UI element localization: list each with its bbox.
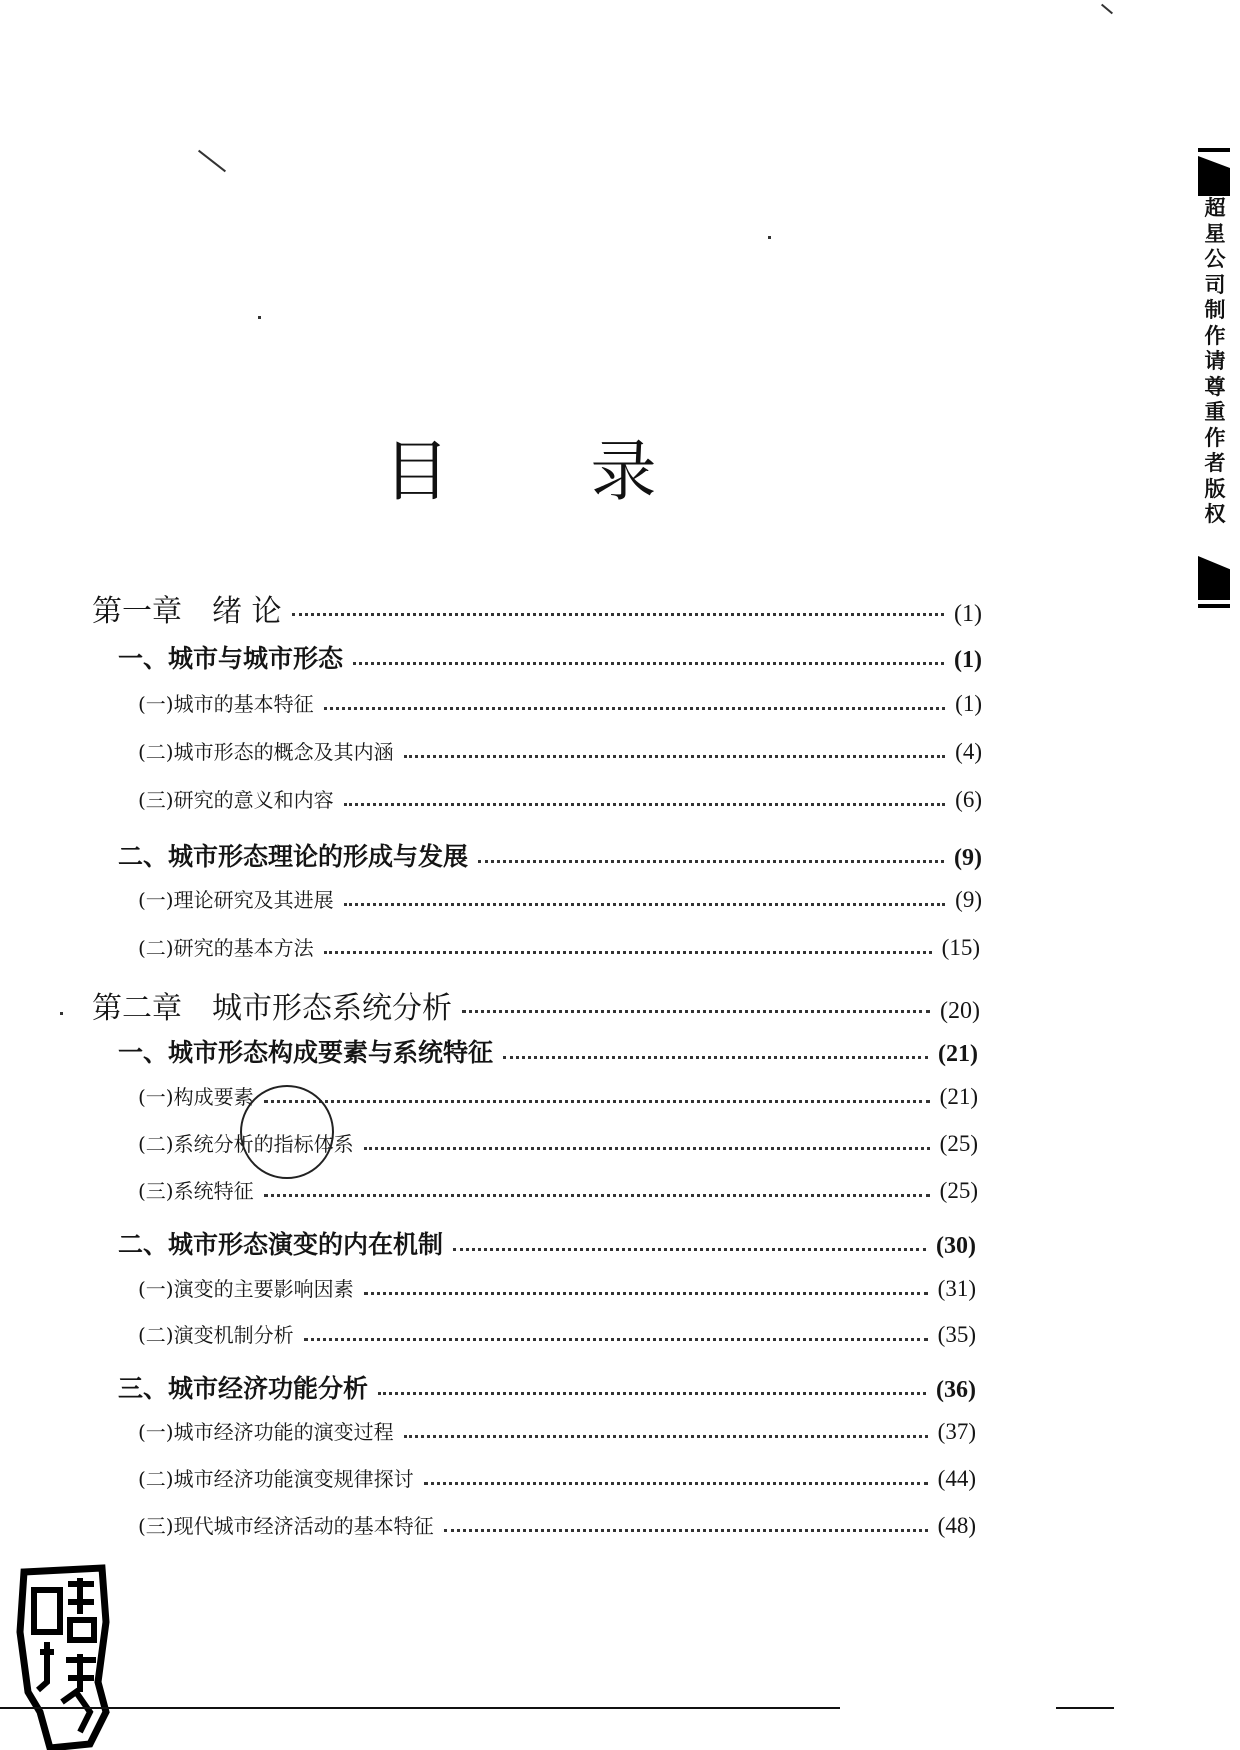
toc-page-number: (15)	[941, 935, 980, 960]
toc-leader-dots	[378, 1392, 926, 1395]
toc-page-number: (48)	[937, 1513, 976, 1538]
toc-leader-dots	[353, 662, 944, 665]
toc-entry[interactable]	[118, 1225, 976, 1261]
toc-page-number: (31)	[937, 1276, 976, 1301]
toc-entry[interactable]	[138, 1319, 976, 1348]
toc-leader-dots	[304, 1338, 928, 1341]
toc-entry[interactable]	[138, 784, 982, 813]
toc-page-number: (25)	[939, 1131, 978, 1156]
toc-leader-dots	[444, 1529, 928, 1532]
toc-entry-title: 一、城市与城市形态	[118, 644, 344, 673]
toc-entry-title: 三、城市经济功能分析	[118, 1374, 369, 1403]
toc-leader-dots	[292, 613, 944, 616]
toc-leader-dots	[453, 1248, 926, 1251]
toc-page-number: (30)	[936, 1233, 976, 1259]
scan-speck	[1101, 4, 1113, 15]
toc-entry-title: (一)城市经济功能的演变过程	[138, 1420, 394, 1444]
toc-page-number: (6)	[955, 787, 982, 812]
toc-leader-dots	[344, 803, 946, 806]
bottom-rule	[0, 1707, 840, 1709]
toc-leader-dots	[424, 1482, 928, 1485]
watermark-text: 超星公司制作请尊重作者版权	[1204, 196, 1226, 526]
toc-entry-title: 一、城市形态构成要素与系统特征	[118, 1038, 494, 1067]
toc-page-number: (1)	[955, 691, 982, 716]
toc-entry[interactable]	[138, 1416, 976, 1445]
toc-entry-title: (三)研究的意义和内容	[138, 788, 334, 812]
toc-leader-dots	[462, 1010, 930, 1013]
watermark-bar-top	[1198, 156, 1230, 196]
toc-entry-title: 第二章 城市形态系统分析	[92, 991, 452, 1026]
toc-entry-title: 二、城市形态理论的形成与发展	[118, 842, 469, 871]
toc-leader-dots	[264, 1100, 930, 1103]
toc-leader-dots	[404, 1435, 928, 1438]
scan-speck	[60, 1012, 63, 1015]
toc-leader-dots	[404, 755, 946, 758]
toc-leader-dots	[324, 951, 932, 954]
toc-leader-dots	[264, 1194, 930, 1197]
toc-entry-title: (二)城市经济功能演变规律探讨	[138, 1467, 414, 1491]
toc-entry-title: (一)城市的基本特征	[138, 692, 314, 716]
toc-entry-title: (一)演变的主要影响因素	[138, 1277, 354, 1301]
toc-page-number: (9)	[954, 845, 982, 871]
toc-leader-dots	[324, 707, 946, 710]
toc-entry[interactable]	[118, 1369, 976, 1405]
watermark-rule	[1198, 148, 1230, 152]
scan-speck	[198, 150, 226, 173]
toc-entry[interactable]	[138, 688, 982, 717]
toc-entry[interactable]	[138, 1175, 978, 1204]
toc-page-number: (35)	[937, 1322, 976, 1347]
toc-page-number: (21)	[938, 1041, 978, 1067]
toc-page-number: (1)	[954, 647, 982, 673]
toc-entry[interactable]	[138, 932, 980, 961]
toc-page-number: (1)	[954, 601, 982, 627]
toc-entry-title: (一)理论研究及其进展	[138, 888, 334, 912]
toc-entry[interactable]	[118, 1033, 978, 1069]
toc-entry[interactable]	[138, 1510, 976, 1539]
toc-page-number: (21)	[939, 1084, 978, 1109]
toc-entry[interactable]	[92, 586, 982, 630]
bottom-rule	[1056, 1707, 1114, 1709]
toc-entry[interactable]	[92, 983, 980, 1027]
toc-leader-dots	[364, 1292, 928, 1295]
toc-entry[interactable]	[138, 736, 982, 765]
toc-page-number: (36)	[936, 1377, 976, 1403]
toc-entry-title: (二)城市形态的概念及其内涵	[138, 740, 394, 764]
toc-page-number: (4)	[955, 739, 982, 764]
toc-page-number: (25)	[939, 1178, 978, 1203]
toc-leader-dots	[344, 903, 946, 906]
toc-leader-dots	[503, 1056, 928, 1059]
toc-entry[interactable]	[138, 1273, 976, 1302]
watermark-bar-bottom	[1198, 556, 1230, 600]
toc-leader-dots	[364, 1147, 930, 1150]
toc-entry-title: 第一章 绪 论	[92, 594, 282, 629]
scan-speck	[768, 236, 771, 239]
toc-page-number: (44)	[937, 1466, 976, 1491]
page-title: 目 录	[383, 433, 717, 510]
toc-page-number: (37)	[937, 1419, 976, 1444]
pen-circle-mark	[240, 1085, 334, 1179]
seal-stamp	[10, 1562, 115, 1750]
scan-speck	[258, 316, 261, 319]
toc-entry-title: (二)研究的基本方法	[138, 936, 314, 960]
toc-entry[interactable]	[118, 837, 982, 873]
toc-entry-title: 二、城市形态演变的内在机制	[118, 1230, 444, 1259]
toc-entry-title: (二)系统分析的指标体系	[138, 1132, 354, 1156]
toc-entry-title: (三)系统特征	[138, 1179, 254, 1203]
toc-entry-title: (三)现代城市经济活动的基本特征	[138, 1514, 434, 1538]
toc-entry-title: (一)构成要素	[138, 1085, 254, 1109]
watermark-rule	[1198, 604, 1230, 608]
side-watermark	[1194, 148, 1234, 608]
toc-entry-title: (二)演变机制分析	[138, 1323, 294, 1347]
toc-entry[interactable]	[138, 1463, 976, 1492]
toc-page-number: (20)	[940, 998, 980, 1024]
toc-entry[interactable]	[138, 884, 982, 913]
toc-entry[interactable]	[118, 639, 982, 675]
toc-page-number: (9)	[955, 887, 982, 912]
toc-leader-dots	[478, 860, 944, 863]
